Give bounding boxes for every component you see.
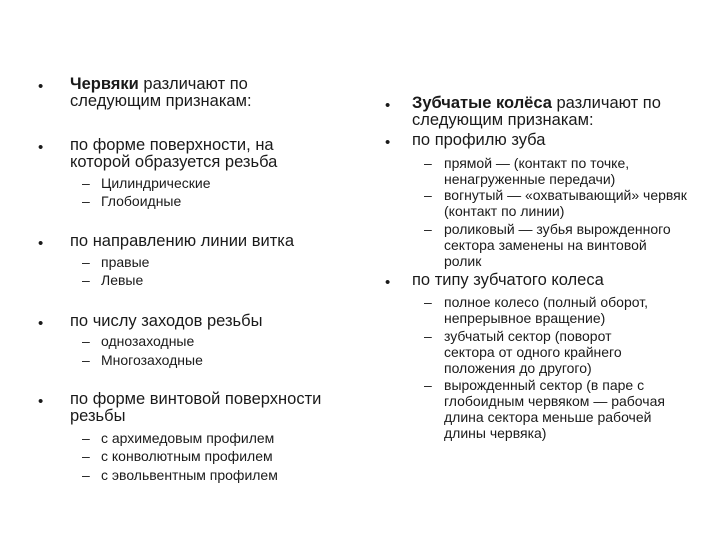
dash-icon: – [424, 155, 432, 171]
list-item: вогнутый — «охватывающий» червяк (контакт по линии) [444, 187, 687, 219]
worm-heading [70, 76, 300, 110]
gear-heading [412, 95, 697, 129]
list-item: зубчатый сектор (поворот сектора от одного крайнего положения до другого) [444, 328, 622, 376]
list-item: однозаходные [101, 333, 195, 349]
list-item: роликовый — зубья вырожденного сектора заменены на винтовой ролик [444, 221, 671, 269]
list-item: полное колесо (полный оборот, непрерывное вращение) [444, 294, 648, 326]
gear-criterion-wheel-type: по типу зубчатого колеса [412, 271, 604, 289]
worm-criterion-helical: по форме винтовой поверхности резьбы [70, 390, 322, 425]
list-item: Глобоидные [101, 193, 182, 209]
dash-icon: – [424, 221, 432, 237]
bullet-icon: • [38, 139, 44, 156]
list-item: правые [101, 254, 150, 270]
dash-icon: – [82, 175, 90, 191]
dash-icon: – [424, 377, 432, 393]
worm-criterion-surface: по форме поверхности, на которой образуется резьба [70, 136, 278, 171]
gear-heading-bold: Зубчатые колёса [412, 94, 552, 112]
list-item: Цилиндрические [101, 175, 211, 191]
bullet-icon: • [385, 97, 391, 114]
list-item: прямой — (контакт по точке, ненагруженные передачи) [444, 155, 630, 187]
dash-icon: – [82, 448, 90, 464]
bullet-icon: • [38, 235, 44, 252]
list-item: с конволютным профилем [101, 448, 273, 464]
list-item: с эвольвентным профилем [101, 467, 278, 483]
list-item: Многозаходные [101, 352, 203, 368]
list-item: с архимедовым профилем [101, 430, 275, 446]
bullet-icon: • [385, 274, 391, 291]
dash-icon: – [424, 294, 432, 310]
worm-criterion-starts: по числу заходов резьбы [70, 312, 263, 330]
dash-icon: – [82, 193, 90, 209]
worm-heading-bold: Червяки [70, 75, 139, 93]
gear-criterion-profile: по профилю зуба [412, 131, 546, 149]
dash-icon: – [82, 333, 90, 349]
worm-heading-rest: различают по следующим признакам: [70, 75, 252, 110]
dash-icon: – [424, 187, 432, 203]
bullet-icon: • [38, 315, 44, 332]
gear-heading-rest: различают по следующим признакам: [412, 94, 661, 129]
dash-icon: – [82, 254, 90, 270]
bullet-icon: • [38, 78, 44, 95]
dash-icon: – [82, 352, 90, 368]
list-item: вырожденный сектор (в паре с глобоидным червяком — рабочая длина сектора меньше рабочей длины червяка) [444, 377, 665, 441]
dash-icon: – [424, 328, 432, 344]
bullet-icon: • [38, 393, 44, 410]
worm-criterion-direction: по направлению линии витка [70, 232, 295, 250]
dash-icon: – [82, 430, 90, 446]
dash-icon: – [82, 467, 90, 483]
list-item: Левые [101, 272, 144, 288]
dash-icon: – [82, 272, 90, 288]
bullet-icon: • [385, 134, 391, 151]
